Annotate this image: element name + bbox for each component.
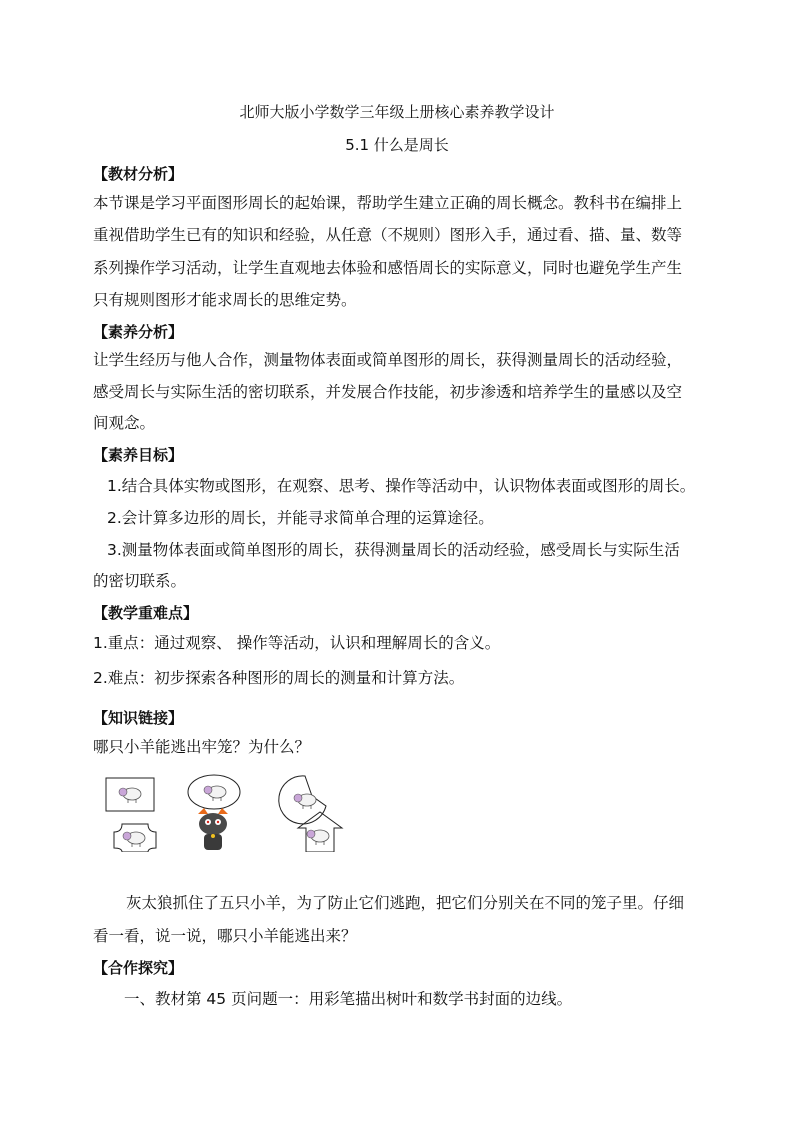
cage-rectangle xyxy=(106,778,154,811)
section-heading-literacy-analysis: 【素养分析】 xyxy=(93,323,184,341)
cage-open-circle xyxy=(279,776,326,824)
paragraph-line: 只有规则图形才能求周长的思维定势。 xyxy=(93,291,357,309)
paragraph-line: 重视借助学生已有的知识和经验，从任意（不规则）图形入手，通过看、描、量、数等 xyxy=(93,226,683,244)
goal-item-continuation: 的密切联系。 xyxy=(93,572,187,590)
document-subtitle: 5.1 什么是周长 xyxy=(345,136,449,154)
grey-wolf-figure xyxy=(198,808,228,850)
difficult-point-item: 2.难点：初步探索各种图形的周长的测量和计算方法。 xyxy=(93,669,465,687)
paragraph-line: 本节课是学习平面图形周长的起始课，帮助学生建立正确的周长概念。教科书在编排上 xyxy=(93,194,683,212)
paragraph-line: 让学生经历与他人合作，测量物体表面或简单图形的周长，获得测量周长的活动经验， xyxy=(93,351,683,369)
cage-cross-shape xyxy=(114,824,156,852)
goal-item: 3.测量物体表面或简单图形的周长，获得测量周长的活动经验，感受周长与实际生活 xyxy=(107,541,680,559)
section-heading-key-difficult-points: 【教学重难点】 xyxy=(93,604,199,622)
document-title: 北师大版小学数学三年级上册核心素养教学设计 xyxy=(239,103,555,121)
cage-ellipse xyxy=(188,775,240,809)
paragraph-line: 感受周长与实际生活的密切联系，并发展合作技能，初步渗透和培养学生的量感以及空 xyxy=(93,383,683,401)
section-heading-textbook-analysis: 【教材分析】 xyxy=(93,165,184,183)
section-heading-cooperative-inquiry: 【合作探究】 xyxy=(93,959,184,977)
paragraph-line: 间观念。 xyxy=(93,414,156,432)
key-point-item: 1.重点：通过观察、 操作等活动，认识和理解周长的含义。 xyxy=(93,634,501,652)
story-line: 灰太狼抓住了五只小羊，为了防止它们逃跑，把它们分别关在不同的笼子里。仔细 xyxy=(126,894,685,912)
sheep-cages-illustration xyxy=(100,770,360,852)
cage-arrow-shape xyxy=(298,812,342,852)
section-heading-knowledge-link: 【知识链接】 xyxy=(93,709,184,727)
question-line: 哪只小羊能逃出牢笼？为什么？ xyxy=(93,738,311,756)
section-heading-literacy-goals: 【素养目标】 xyxy=(93,446,184,464)
goal-item: 1.结合具体实物或图形，在观察、思考、操作等活动中，认识物体表面或图形的周长。 xyxy=(107,477,696,495)
story-line: 看一看，说一说，哪只小羊能逃出来？ xyxy=(93,927,357,945)
goal-item: 2.会计算多边形的周长，并能寻求简单合理的运算途径。 xyxy=(107,509,494,527)
inquiry-item: 一、教材第 45 页问题一：用彩笔描出树叶和数学书封面的边线。 xyxy=(124,990,573,1008)
paragraph-line: 系列操作学习活动，让学生直观地去体验和感悟周长的实际意义，同时也避免学生产生 xyxy=(93,259,683,277)
